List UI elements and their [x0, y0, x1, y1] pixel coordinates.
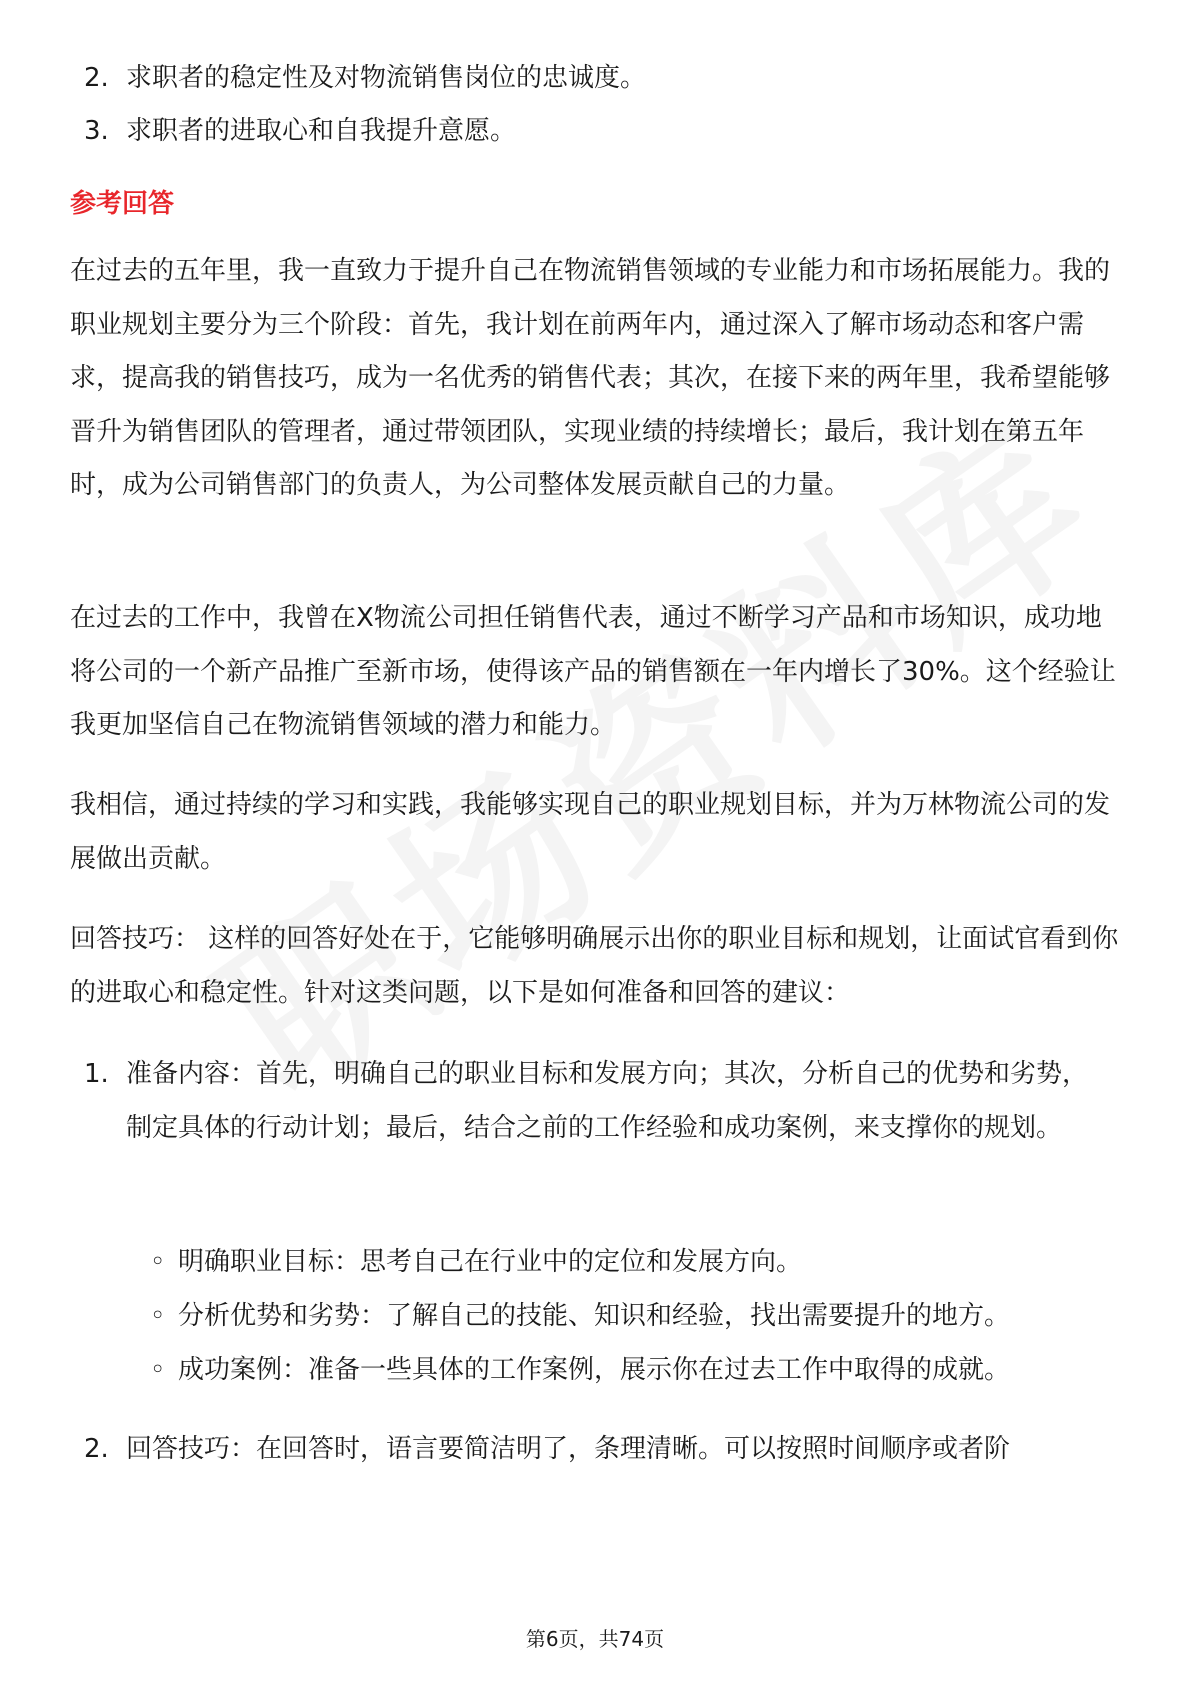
sub-bullet-text: 分析优势和劣势：了解自己的技能、知识和经验，找出需要提升的地方。 — [178, 1301, 1011, 1331]
tip-text: 准备内容：首先，明确自己的职业目标和发展方向；其次，分析自己的优势和劣势，制定具体的行动计划；最后，结合之前的工作经验和成功案例，来支撑你的规划。 — [126, 1059, 1089, 1143]
answer-paragraph-1: 在过去的五年里，我一直致力于提升自己在物流销售领域的专业能力和市场拓展能力。我的职业规划主要分为三个阶段：首先，我计划在前两年内，通过深入了解市场动态和客户需求，提高我的销售技巧，成为一名优秀的销售代表；其次，在接下来的两年里，我希望能够晋升为销售团队的管理者，通过带领团队，实现业绩的持续增长；最后，我计划在第五年时，成为公司销售部门的负责人，为公司整体发展贡献自己的力量。 — [70, 256, 1111, 500]
sub-bullet-item — [150, 1350, 1110, 1390]
sub-bullet-item — [150, 1242, 1110, 1282]
tip-item — [84, 1423, 1104, 1477]
list-item — [84, 50, 1104, 107]
section-heading: 参考回答 — [70, 189, 175, 219]
sub-bullet-text: 明确职业目标：思考自己在行业中的定位和发展方向。 — [178, 1247, 803, 1277]
tips-intro-paragraph: 回答技巧： 这样的回答好处在于，它能够明确展示出你的职业目标和规划，让面试官看到你的进取心和稳定性。针对这类问题，以下是如何准备和回答的建议： — [70, 924, 1119, 1008]
answer-paragraph-3: 我相信，通过持续的学习和实践，我能够实现自己的职业规划目标，并为万林物流公司的发展做出贡献。 — [70, 790, 1111, 874]
list-item-text: 求职者的进取心和自我提升意愿。 — [126, 116, 517, 146]
list-number: 1. — [84, 1059, 109, 1089]
bullet-icon: ◦ — [150, 1355, 166, 1385]
watermark — [163, 407, 1057, 1147]
answer-paragraph-2: 在过去的工作中，我曾在X物流公司担任销售代表，通过不断学习产品和市场知识，成功地将公司的一个新产品推广至新市场，使得该产品的销售额在一年内增长了30%。这个经验让我更加坚信自己在物流销售领域的潜力和能力。 — [70, 603, 1116, 740]
list-number: 2. — [84, 1434, 109, 1464]
list-number: 3. — [84, 116, 109, 146]
list-item — [84, 103, 1104, 160]
tip-text: 回答技巧：在回答时，语言要简洁明了，条理清晰。可以按照时间顺序或者阶 — [126, 1434, 1011, 1464]
tip-item — [84, 1048, 1104, 1155]
bullet-icon: ◦ — [150, 1247, 166, 1277]
list-item-text: 求职者的稳定性及对物流销售岗位的忠诚度。 — [126, 63, 647, 93]
sub-bullet-text: 成功案例：准备一些具体的工作案例，展示你在过去工作中取得的成就。 — [178, 1355, 1011, 1385]
list-number: 2. — [84, 63, 109, 93]
bullet-icon: ◦ — [150, 1301, 166, 1331]
sub-bullet-item — [150, 1296, 1110, 1336]
page-footer: 第6页，共74页 — [525, 1627, 665, 1651]
